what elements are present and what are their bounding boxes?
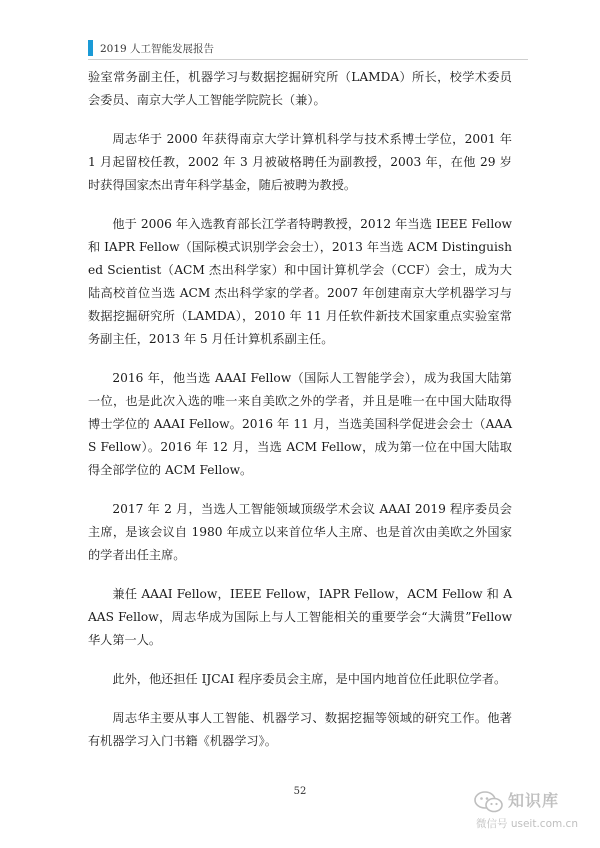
header-title: 2019 人工智能发展报告 [100, 43, 215, 55]
watermark-subtitle: 微信号 useit.com.cn [476, 818, 578, 830]
paragraph-5: 2017 年 2 月，当选人工智能领域顶级学术会议 AAAI 2019 程序委员会主席，是该会议自 1980 年成立以来首位华人主席、也是首次由美欧之外国家的学者出任主席。 [88, 502, 512, 562]
page-header [88, 38, 528, 58]
paragraph-8: 周志华主要从事人工智能、机器学习、数据挖掘等领域的研究工作。他著有机器学习入门书籍《机器学习》。 [88, 711, 512, 748]
paragraph-7: 此外，他还担任 IJCAI 程序委员会主席，是中国内地首位任此职位学者。 [112, 672, 507, 686]
watermark [474, 786, 586, 834]
page-number: 52 [293, 786, 307, 797]
paragraph-2: 周志华于 2000 年获得南京大学计算机科学与技术系博士学位，2001 年 1 月起留校任教，2002 年 3 月被破格聘任为副教授，2003 年，在他 29 岁时获得国家杰出青年科学基金，随后被聘为教授。 [88, 132, 512, 192]
watermark-title: 知识库 [508, 791, 560, 810]
header-accent-bar [88, 40, 93, 56]
paragraph-6: 兼任 AAAI Fellow，IEEE Fellow，IAPR Fellow，ACM Fellow 和 AAAS Fellow，周志华成为国际上与人工智能相关的重要学会“大满贯”Fellow 华人第一人。 [88, 587, 512, 647]
document-body [88, 66, 512, 769]
paragraph-4: 2016 年，他当选 AAAI Fellow（国际人工智能学会），成为我国大陆第一位，也是此次入选的唯一来自美欧之外的学者，并且是唯一在中国大陆取得博士学位的 AAAI Fellow。2016 年 11 月，当选美国科学促进会会士（AAAS Fellow）。2016 年 12 月，当选 ACM Fellow，成为第一位在中国大陆取得全部学位的 ACM Fellow。 [88, 371, 512, 477]
paragraph-1: 验室常务副主任，机器学习与数据挖掘研究所（LAMDA）所长，校学术委员会委员、南京大学人工智能学院院长（兼）。 [88, 70, 512, 107]
header-divider [88, 59, 528, 60]
paragraph-3: 他于 2006 年入选教育部长江学者特聘教授，2012 年当选 IEEE Fellow 和 IAPR Fellow（国际模式识别学会会士），2013 年当选 ACM Distinguished Scientist（ACM 杰出科学家）和中国计算机学会（CCF）会士，成为大陆高校首位当选 ACM 杰出科学家的学者。2007 年创建南京大学机器学习与数据挖掘研究所（LAMDA），2010 年 11 月任软件新技术国家重点实验室常务副主任，2013 年 5 月任计算机系副主任。 [88, 217, 512, 346]
wechat-icon [474, 790, 504, 814]
